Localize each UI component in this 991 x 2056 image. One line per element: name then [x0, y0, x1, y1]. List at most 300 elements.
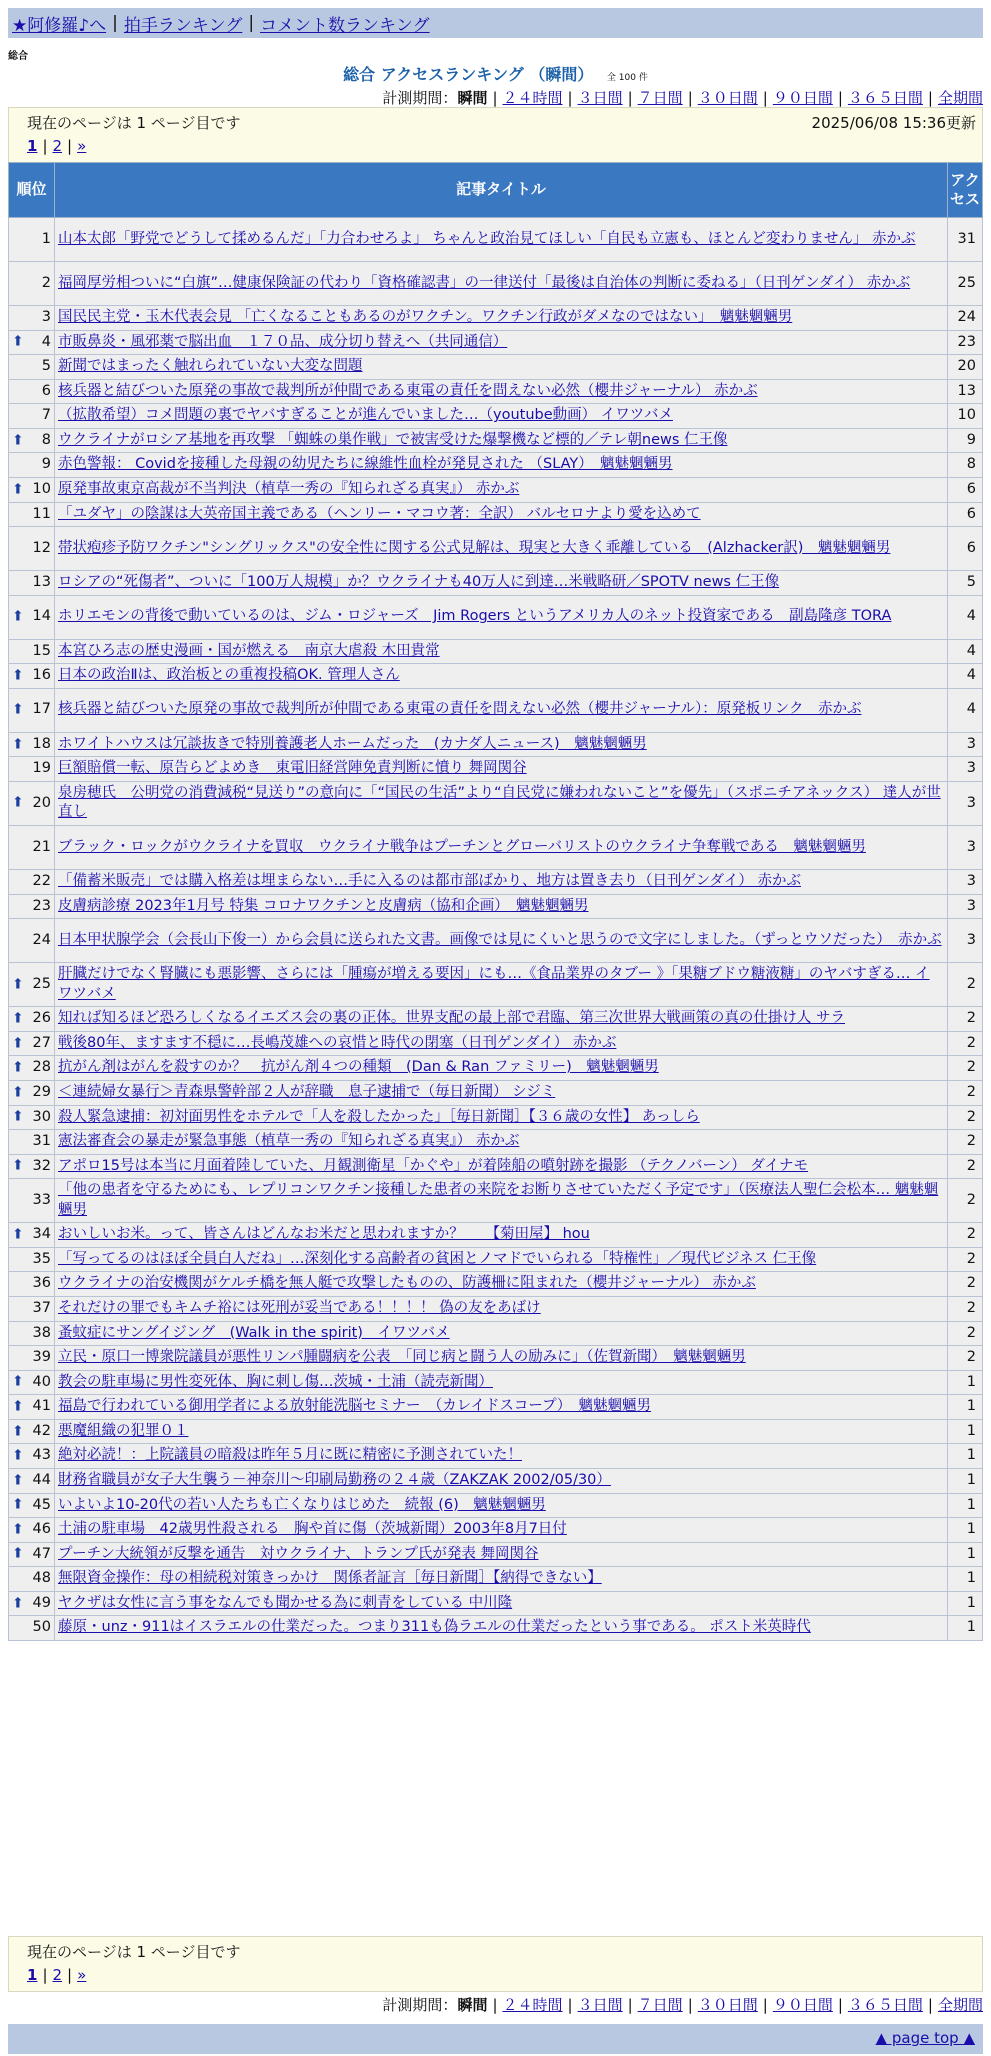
access-count: 2 [948, 1223, 983, 1248]
clap-ranking-link[interactable]: 拍手ランキング [123, 15, 243, 36]
access-count: 5 [948, 571, 983, 596]
rank-number: 45 [32, 1496, 51, 1513]
period-separator: | [627, 89, 633, 107]
article-title-link[interactable]: 殺人緊急逮捕：初対面男性をホテルで「人を殺したかった」［毎日新聞］【３６歳の女性】 あっしら [58, 1108, 700, 1125]
title-cell [55, 477, 948, 502]
period-separator: | [837, 1996, 843, 2014]
title-cell [55, 428, 948, 453]
rank-cell [9, 355, 55, 380]
table-row [9, 571, 983, 596]
table-row [9, 1297, 983, 1322]
period-link[interactable]: ９０日間 [772, 89, 833, 107]
article-title-link[interactable]: 「他の患者を守るためにも、レプリコンワクチン接種した患者の来院をお断りさせていただく予定です」（医療法人聖仁会松本… 魑魅魍魎男 [58, 1182, 939, 1218]
title-cell [55, 894, 948, 919]
rank-cell [9, 894, 55, 919]
rank-number: 38 [32, 1324, 51, 1341]
nav-separator: | [112, 13, 118, 33]
article-title-link[interactable]: ホワイトハウスは冗談抜きで特別養護老人ホームだった (カナダ人ニュース) 魑魅魍魎男 [58, 735, 647, 752]
access-count: 2 [948, 963, 983, 1007]
period-separator: | [927, 89, 933, 107]
article-title-link[interactable]: 知れば知るほど恐ろしくなるイエズス会の裏の正体。世界支配の最上部で君臨、第三次世界大戦画策の真の仕掛け人 サラ [58, 1010, 846, 1027]
rank-cell [9, 1542, 55, 1567]
title-cell [55, 1031, 948, 1056]
access-count: 4 [948, 595, 983, 639]
rank-cell [9, 1223, 55, 1248]
article-title-link[interactable]: ウクライナの治安機関がケルチ橋を無人艇で攻撃したものの、防護柵に阻まれた（櫻井ジャーナル） 赤かぶ [58, 1275, 756, 1292]
rank-cell [9, 218, 55, 262]
title-cell [55, 330, 948, 355]
access-count: 2 [948, 1056, 983, 1081]
rank-cell [9, 1105, 55, 1130]
article-title-link[interactable]: 藤原・unz・911はイスラエルの仕業だった。つまり311も偽ラエルの仕業だったという事である。 ポスト米英時代 [58, 1619, 811, 1636]
page-link-current[interactable]: 1 [27, 137, 38, 155]
title-cell [55, 757, 948, 782]
access-count: 2 [948, 1105, 983, 1130]
ranking-table-body [9, 218, 983, 1641]
rank-up-arrow-icon: ⬆ [12, 1374, 24, 1391]
access-count: 1 [948, 1616, 983, 1641]
article-title-link[interactable]: 抗がん剤はがんを殺すのか？ 抗がん剤４つの種類 (Dan & Ran ファミリー) 魑魅魍魎男 [58, 1059, 659, 1076]
table-row [9, 379, 983, 404]
table-header-row [9, 163, 983, 218]
rank-cell [9, 1444, 55, 1469]
title-cell [55, 1247, 948, 1272]
access-count: 2 [948, 1272, 983, 1297]
title-cell [55, 688, 948, 732]
rank-number: 12 [32, 539, 51, 556]
article-title-link[interactable]: 本宮ひろ志の歴史漫画・国が燃える 南京大虐殺 木田貴常 [58, 642, 440, 659]
rank-cell [9, 781, 55, 825]
title-cell [55, 1346, 948, 1371]
title-cell [55, 1007, 948, 1032]
rank-cell [9, 1007, 55, 1032]
rank-number: 28 [32, 1059, 51, 1076]
access-count: 9 [948, 428, 983, 453]
rank-up-arrow-icon: ⬆ [12, 608, 24, 625]
article-title-link[interactable]: 日本の政治Ⅱは、政治板との重複投稿OK. 管理人さん [58, 667, 400, 684]
title-cell [55, 502, 948, 527]
period-link[interactable]: ３０日間 [697, 89, 758, 107]
current-page-text: 現在のページは 1 ページ目です [27, 1943, 241, 1961]
rank-number: 3 [41, 309, 51, 325]
rank-cell [9, 1272, 55, 1297]
rank-cell [9, 1031, 55, 1056]
rank-number: 19 [32, 760, 51, 777]
rank-cell [9, 1567, 55, 1592]
title-cell [55, 1542, 948, 1567]
table-row [9, 1395, 983, 1420]
rank-cell [9, 688, 55, 732]
rank-up-arrow-icon: ⬆ [12, 794, 24, 811]
article-title-link[interactable]: プーチン大統領が反撃を通告 対ウクライナ、トランプ氏が発表 舞岡関谷 [58, 1545, 539, 1562]
rank-cell [9, 1370, 55, 1395]
article-title-link[interactable]: 国民民主党・玉木代表会見 「亡くなることもあるのがワクチン。ワクチン行政がダメなのではない」 魑魅魍魎男 [58, 309, 793, 325]
rank-number: 43 [32, 1447, 51, 1464]
title-cell [55, 1105, 948, 1130]
period-separator: | [492, 89, 498, 107]
article-title-link[interactable]: 戦後80年、ますます不穏に…長嶋茂雄への哀惜と時代の閉塞（日刊ゲンダイ） 赤かぶ [58, 1034, 617, 1051]
rank-cell [9, 595, 55, 639]
period-separator: | [762, 1996, 768, 2014]
title-cell [55, 1080, 948, 1105]
page-separator: | [67, 1966, 73, 1984]
table-row [9, 218, 983, 262]
article-title-link[interactable]: 蚤蚊症にサングイジング (Walk in the spirit) イワツバメ [58, 1324, 450, 1341]
article-title-link[interactable]: 教会の駐車場に男性変死体、胸に刺し傷…茨城・土浦（読売新聞） [58, 1373, 493, 1390]
title-cell [55, 1130, 948, 1155]
title-cell [55, 1444, 948, 1469]
page-separator: | [42, 1966, 48, 1984]
access-count: 10 [948, 404, 983, 429]
title-cell [55, 218, 948, 262]
total-count: 全 100 件 [606, 73, 648, 83]
article-title-link[interactable]: 山本太郎「野党でどうして揉めるんだ」「力合わせろよ」 ちゃんと政治見てほしい「自民も立憲も、ほとんど変わりません」 赤かぶ [58, 230, 916, 247]
rank-up-arrow-icon: ⬆ [12, 1157, 24, 1174]
rank-number: 42 [32, 1422, 51, 1439]
access-count: 24 [948, 306, 983, 331]
table-row [9, 1130, 983, 1155]
ranking-table [8, 162, 983, 1641]
article-title-link[interactable]: 帯状疱疹予防ワクチン"シングリックス"の安全性に関する公式見解は、現実と大きく乖離している (Alzhacker訳) 魑魅魍魎男 [58, 539, 891, 556]
title-cell [55, 1591, 948, 1616]
table-row [9, 527, 983, 571]
rank-number: 9 [41, 456, 51, 473]
rank-up-arrow-icon: ⬆ [12, 1226, 24, 1243]
rank-cell [9, 732, 55, 757]
rank-cell [9, 428, 55, 453]
table-row [9, 1518, 983, 1543]
table-row [9, 1007, 983, 1032]
article-title-link[interactable]: 市販鼻炎・風邪薬で脳出血 １７０品、成分切り替えへ（共同通信） [58, 333, 508, 350]
access-count: 2 [948, 1346, 983, 1371]
article-title-link[interactable]: 「備蓄米販売」では購入格差は埋まらない…手に入るのは都市部ばかり、地方は置き去り（日刊ゲンダイ） 赤かぶ [58, 873, 801, 889]
period-link[interactable]: ３６５日間 [847, 1996, 923, 2014]
article-title-link[interactable]: 核兵器と結びついた原発の事故で裁判所が仲間である東電の責任を問えない必然（櫻井ジャーナル） 赤かぶ [58, 382, 758, 399]
access-count: 2 [948, 1130, 983, 1155]
rank-up-arrow-icon: ⬆ [12, 1595, 24, 1612]
article-title-link[interactable]: ＜連続婦女暴行＞青森県警幹部２人が辞職 息子逮捕で（毎日新聞） シジミ [58, 1083, 556, 1100]
table-row [9, 1419, 983, 1444]
rank-number: 36 [32, 1275, 51, 1292]
rank-number: 24 [32, 931, 51, 948]
table-row [9, 1080, 983, 1105]
page-link[interactable]: 2 [52, 137, 63, 155]
rank-cell [9, 404, 55, 429]
table-row [9, 1616, 983, 1641]
period-link[interactable]: ７日間 [637, 89, 683, 107]
rank-up-arrow-icon: ⬆ [12, 1108, 24, 1125]
rank-number: 16 [32, 667, 51, 684]
pager-bottom [8, 1936, 983, 1992]
rank-cell [9, 502, 55, 527]
page-links [27, 137, 86, 155]
rank-up-arrow-icon: ⬆ [12, 1521, 24, 1538]
rank-number: 33 [32, 1191, 51, 1208]
rank-up-arrow-icon: ⬆ [12, 1472, 24, 1489]
table-row [9, 1542, 983, 1567]
access-count: 2 [948, 1154, 983, 1179]
article-title-link[interactable]: おいしいお米。って、皆さんはどんなお米だと思われますか？ 【菊田屋】 hou [58, 1226, 590, 1243]
rank-number: 35 [32, 1250, 51, 1267]
table-row [9, 306, 983, 331]
article-title-link[interactable]: 日本甲状腺学会（会長山下俊一）から会員に送られた文書。画像では見にくいと思うので文字にしました。（ずっとウソだった） 赤かぶ [58, 931, 942, 948]
period-link[interactable]: 全期間 [937, 89, 983, 107]
table-row [9, 1031, 983, 1056]
article-title-link[interactable]: 新聞ではまったく触れられていない大変な問題 [58, 358, 363, 375]
rank-cell [9, 1297, 55, 1322]
rank-cell [9, 963, 55, 1007]
rank-number: 11 [32, 505, 51, 522]
title-header: 記事タイトル [55, 163, 948, 218]
title-cell [55, 1518, 948, 1543]
table-row [9, 1105, 983, 1130]
article-title-link[interactable]: 泉房穂氏 公明党の消費減税“見送り”の意向に「“国民の生活”より“自民党に嫌われないこと”を優先」（スポニチアネックス） 達人が世直し [58, 784, 941, 821]
period-link[interactable]: ３０日間 [697, 1996, 758, 2014]
access-count: 2 [948, 1297, 983, 1322]
title-cell [55, 1297, 948, 1322]
title-cell [55, 1419, 948, 1444]
article-title-link[interactable]: 「ユダヤ」の陰謀は大英帝国主義である（ヘンリー・マコウ著：全訳） バルセロナより愛を込めて [58, 505, 701, 522]
access-count: 3 [948, 732, 983, 757]
article-title-link[interactable]: 悪魔組織の犯罪０１ [58, 1422, 189, 1439]
article-title-link[interactable]: アポロ15号は本当に月面着陸していた、月観測衛星「かぐや」が着陸船の噴射跡を撮影 （テクノバーン） ダイナモ [58, 1157, 809, 1174]
access-count: 1 [948, 1542, 983, 1567]
rank-cell [9, 1321, 55, 1346]
rank-number: 32 [32, 1157, 51, 1174]
period-link[interactable]: ３日間 [577, 1996, 623, 2014]
home-link[interactable]: ★阿修羅♪へ [12, 15, 107, 36]
access-count: 20 [948, 355, 983, 380]
period-separator: | [567, 89, 573, 107]
access-count: 3 [948, 826, 983, 870]
title-cell [55, 826, 948, 870]
rank-cell [9, 306, 55, 331]
rank-header: 順位 [9, 163, 55, 218]
rank-number: 17 [32, 701, 51, 718]
rank-number: 39 [32, 1349, 51, 1366]
title-cell [55, 1567, 948, 1592]
article-title-link[interactable]: 福岡厚労相ついに“白旗”…健康保険証の代わり「資格確認書」の一律送付「最後は自治体の判断に委ねる」（日刊ゲンダイ） 赤かぶ [58, 274, 911, 291]
rank-cell [9, 1591, 55, 1616]
period-link[interactable]: ３日間 [577, 89, 623, 107]
table-row [9, 732, 983, 757]
table-row [9, 688, 983, 732]
rank-number: 5 [41, 358, 51, 375]
access-count: 1 [948, 1419, 983, 1444]
rank-number: 29 [32, 1083, 51, 1100]
rank-up-arrow-icon: ⬆ [12, 432, 24, 449]
table-row [9, 1370, 983, 1395]
table-row [9, 639, 983, 664]
title-cell [55, 1321, 948, 1346]
article-title-link[interactable]: 核兵器と結びついた原発の事故で裁判所が仲間である東電の責任を問えない必然（櫻井ジャーナル）：原発板リンク 赤かぶ [58, 701, 862, 718]
access-header: アクセス [948, 163, 983, 218]
title-cell [55, 595, 948, 639]
rank-number: 23 [32, 897, 51, 914]
rank-up-arrow-icon: ⬆ [12, 481, 24, 498]
rank-up-arrow-icon: ⬆ [12, 333, 24, 350]
rank-number: 1 [41, 230, 51, 247]
rank-number: 8 [41, 431, 51, 448]
rank-up-arrow-icon: ⬆ [12, 667, 24, 684]
access-count: 4 [948, 688, 983, 732]
article-title-link[interactable]: 憲法審査会の暴走が緊急事態（植草一秀の『知られざる真実』） 赤かぶ [58, 1133, 520, 1150]
rank-cell [9, 1468, 55, 1493]
period-separator: | [567, 1996, 573, 2014]
article-title-link[interactable]: 肝臓だけでなく腎臓にも悪影響、さらには「腫瘍が増える要因」にも…《食品業界のタブー 》「果糖ブドウ糖液糖」のヤバすぎる… イワツバメ [58, 966, 930, 1002]
article-title-link[interactable]: ロシアの“死傷者”、ついに「100万人規模」か？ウクライナも40万人に到達…米戦略研／SPOTV news 仁王像 [58, 574, 780, 591]
period-separator: | [627, 1996, 633, 2014]
table-row [9, 502, 983, 527]
rank-number: 49 [32, 1594, 51, 1611]
period-link[interactable]: ２４時間 [502, 1996, 563, 2014]
article-title-link[interactable]: それだけの罪でもキムチ裕には死刑が妥当である！！！！ 偽の友をあばけ [58, 1300, 541, 1316]
access-count: 2 [948, 1179, 983, 1223]
access-count: 3 [948, 870, 983, 895]
article-title-link[interactable]: ブラック・ロックがウクライナを買収 ウクライナ戦争はプーチンとグローバリストのウクライナ争奪戦である 魑魅魍魎男 [58, 838, 866, 855]
rank-cell [9, 453, 55, 478]
table-row [9, 1591, 983, 1616]
rank-cell [9, 1130, 55, 1155]
rank-up-arrow-icon: ⬆ [12, 1398, 24, 1415]
page-title [0, 62, 991, 85]
rank-number: 26 [32, 1010, 51, 1027]
access-count: 31 [948, 218, 983, 262]
article-title-link[interactable]: （拡散希望）コメ問題の裏でヤバすぎることが進んでいました…（youtube動画） イワツバメ [58, 407, 673, 424]
access-count: 2 [948, 1321, 983, 1346]
rank-cell [9, 1419, 55, 1444]
rank-up-arrow-icon: ⬆ [12, 1059, 24, 1076]
rank-number: 20 [32, 794, 51, 811]
rank-cell [9, 527, 55, 571]
rank-cell [9, 826, 55, 870]
rank-cell [9, 1056, 55, 1081]
period-current: 瞬間 [457, 1996, 488, 2014]
rank-number: 6 [41, 382, 51, 399]
access-count: 2 [948, 1080, 983, 1105]
access-count: 6 [948, 502, 983, 527]
table-row [9, 826, 983, 870]
access-count: 1 [948, 1444, 983, 1469]
title-cell [55, 1468, 948, 1493]
article-title-link[interactable]: 無限資金操作：母の相続税対策きっかけ 関係者証言［毎日新聞］【納得できない】 [58, 1570, 602, 1587]
access-count: 2 [948, 1247, 983, 1272]
access-count: 13 [948, 379, 983, 404]
period-link[interactable]: ３６５日間 [847, 89, 923, 107]
period-current: 瞬間 [457, 89, 488, 107]
rank-cell [9, 919, 55, 963]
rank-cell [9, 330, 55, 355]
title-cell [55, 1223, 948, 1248]
table-row [9, 1272, 983, 1297]
rank-number: 10 [32, 480, 51, 497]
rank-up-arrow-icon: ⬆ [12, 1545, 24, 1562]
article-title-link[interactable]: 巨額賠償一転、原告らどよめき 東電旧経営陣免責判断に憤り 舞岡関谷 [58, 760, 527, 777]
access-count: 1 [948, 1518, 983, 1543]
article-title-link[interactable]: 赤色警報： Covidを接種した母親の幼児たちに線維性血栓が発見された （SLAY） 魑魅魍魎男 [58, 456, 673, 473]
title-cell [55, 571, 948, 596]
article-title-link[interactable]: いよいよ10-20代の若い人たちも亡くなりはじめた 続報 (6) 魑魅魍魎男 [58, 1496, 546, 1513]
article-title-link[interactable]: 土浦の駐車場 42歳男性殺される 胸や首に傷（茨城新聞）2003年8月7日付 [58, 1521, 567, 1538]
access-count: 3 [948, 894, 983, 919]
article-title-link[interactable]: 絶対必読！：上院議員の暗殺は昨年５月に既に精密に予測されていた！ [58, 1447, 522, 1464]
rank-number: 31 [32, 1133, 51, 1150]
title-cell [55, 1395, 948, 1420]
rank-cell [9, 757, 55, 782]
page-link[interactable]: 2 [52, 1966, 63, 1984]
table-row [9, 1321, 983, 1346]
comment-ranking-link[interactable]: コメント数ランキング [260, 15, 430, 36]
next-page-link[interactable]: » [77, 137, 87, 155]
rank-cell [9, 262, 55, 306]
article-title-link[interactable]: 皮膚病診療 2023年1月号 特集 コロナワクチンと皮膚病（協和企画） 魑魅魍魎男 [58, 897, 589, 914]
page-link-current[interactable]: 1 [27, 1966, 38, 1984]
period-separator: | [762, 89, 768, 107]
rank-cell [9, 571, 55, 596]
article-title-link[interactable]: 福島で行われている御用学者による放射能洗脳セミナー （カレイドスコープ） 魑魅魍魎男 [58, 1398, 652, 1415]
rank-number: 46 [32, 1521, 51, 1538]
period-separator: | [927, 1996, 933, 2014]
period-label: 計測期間： [382, 89, 458, 107]
nav-separator: | [248, 13, 255, 33]
rank-cell [9, 664, 55, 689]
rank-number: 13 [32, 574, 51, 591]
table-row [9, 1468, 983, 1493]
rank-number: 37 [32, 1300, 51, 1316]
title-cell [55, 1154, 948, 1179]
rank-number: 25 [32, 975, 51, 992]
period-link[interactable]: 全期間 [937, 1996, 983, 2014]
title-cell [55, 870, 948, 895]
table-row [9, 781, 983, 825]
title-cell [55, 1493, 948, 1518]
article-title-link[interactable]: ウクライナがロシア基地を再攻撃 「蜘蛛の巣作戦」で被害受けた爆撃機など標的／テレ朝news 仁王像 [58, 431, 728, 448]
access-count: 1 [948, 1591, 983, 1616]
table-row [9, 262, 983, 306]
rank-number: 50 [32, 1619, 51, 1636]
title-cell [55, 732, 948, 757]
table-row [9, 757, 983, 782]
article-title-link[interactable]: 「写ってるのはほぼ全員白人だね」…深刻化する高齢者の貧困とノマドでいられる「特権性」／現代ビジネス 仁王像 [58, 1250, 817, 1267]
rank-cell [9, 1154, 55, 1179]
rank-cell [9, 1493, 55, 1518]
next-page-link[interactable]: » [77, 1966, 87, 1984]
rank-up-arrow-icon: ⬆ [12, 1447, 24, 1464]
access-count: 3 [948, 781, 983, 825]
title-cell [55, 453, 948, 478]
rank-number: 30 [32, 1108, 51, 1125]
article-title-link[interactable]: 財務省職員が女子大生襲う－神奈川～印刷局勤務の２４歳（ZAKZAK 2002/05/30） [58, 1471, 611, 1488]
rank-number: 40 [32, 1373, 51, 1390]
article-title-link[interactable]: ホリエモンの背後で動いているのは、ジム・ロジャーズ Jim Rogers というアメリカ人のネット投資家である 副島隆彦 TORA [58, 608, 892, 625]
article-title-link[interactable]: 立民・原口一博衆院議員が悪性リンパ腫闘病を公表 「同じ病と闘う人の励みに」（佐賀新聞） 魑魅魍魎男 [58, 1349, 746, 1366]
rank-cell [9, 1080, 55, 1105]
access-count: 1 [948, 1468, 983, 1493]
period-link[interactable]: ７日間 [637, 1996, 683, 2014]
period-link[interactable]: ９０日間 [772, 1996, 833, 2014]
period-link[interactable]: ２４時間 [502, 89, 563, 107]
title-cell [55, 1616, 948, 1641]
rank-up-arrow-icon: ⬆ [12, 976, 24, 993]
article-title-link[interactable]: ヤクザは女性に言う事をなんでも聞かせる為に刺青をしている 中川隆 [58, 1594, 513, 1611]
rank-number: 21 [32, 838, 51, 855]
article-title-link[interactable]: 原発事故東京高裁が不当判決（植草一秀の『知られざる真実』） 赤かぶ [58, 480, 520, 497]
table-row [9, 1179, 983, 1223]
page-top-link[interactable]: ▲ page top ▲ [875, 2029, 975, 2047]
table-row [9, 404, 983, 429]
period-label: 計測期間： [382, 1996, 458, 2014]
updated-timestamp: 2025/06/08 15:36更新 [811, 114, 976, 132]
